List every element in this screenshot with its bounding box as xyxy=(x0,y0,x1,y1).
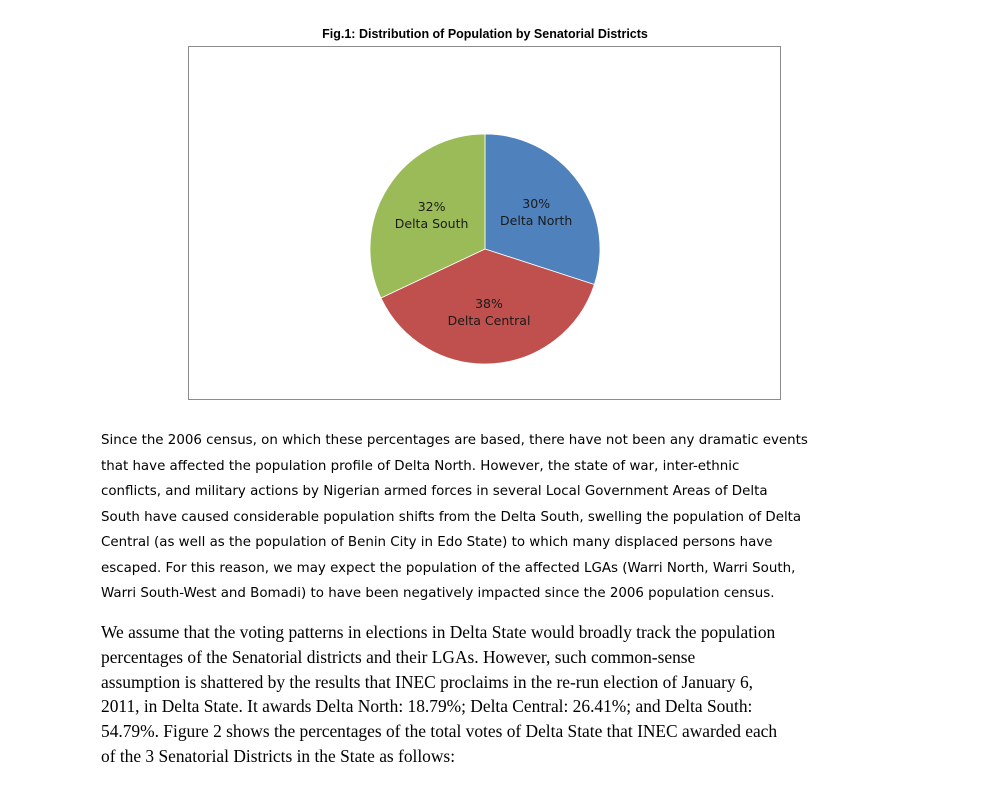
paragraph-line: of the 3 Senatorial Districts in the State as follows: xyxy=(101,745,456,766)
paragraph-line: conflicts, and military actions by Nigerian armed forces in several Local Government Areas of Delta xyxy=(101,484,768,499)
paragraph-line: South have caused considerable population shifts from the Delta South, swelling the population of Delta xyxy=(101,509,802,525)
paragraph-line: 54.79%. Figure 2 shows the percentages of the total votes of Delta State that INEC awarded each xyxy=(101,721,778,742)
paragraph-line: Central (as well as the population of Benin City in Edo State) to which many displaced persons have xyxy=(101,535,773,550)
pie-chart-frame xyxy=(188,46,781,400)
paragraph-line: that have affected the population profile of Delta North. However, the state of war, inter-ethnic xyxy=(101,458,740,474)
paragraph-line: percentages of the Senatorial districts and their LGAs. However, such common-sense xyxy=(101,646,696,667)
pie-data-label: 30% Delta North xyxy=(500,195,573,228)
paragraph-line: Warri South-West and Bomadi) to have been negatively impacted since the 2006 population census. xyxy=(101,586,775,601)
body-paragraph-2 xyxy=(101,620,921,769)
paragraph-line: 2011, in Delta State. It awards Delta North: 18.79%; Delta Central: 26.41%; and Delta South: xyxy=(101,696,753,717)
pie-data-label: 38% Delta Central xyxy=(447,296,531,329)
paragraph-line: assumption is shattered by the results that INEC proclaims in the re-run election of January 6, xyxy=(101,671,753,692)
figure-title: Fig.1: Distribution of Population by Senatorial Districts xyxy=(322,27,648,41)
paragraph-line: Since the 2006 census, on which these percentages are based, there have not been any dramatic events xyxy=(101,433,808,448)
paragraph-line: We assume that the voting patterns in elections in Delta State would broadly track the population xyxy=(101,622,776,642)
pie-chart xyxy=(189,47,780,399)
body-paragraph-1 xyxy=(101,428,901,607)
paragraph-line: escaped. For this reason, we may expect the population of the affected LGAs (Warri North, Warri South, xyxy=(101,560,796,576)
pie-data-label: 32% Delta South xyxy=(394,199,469,232)
